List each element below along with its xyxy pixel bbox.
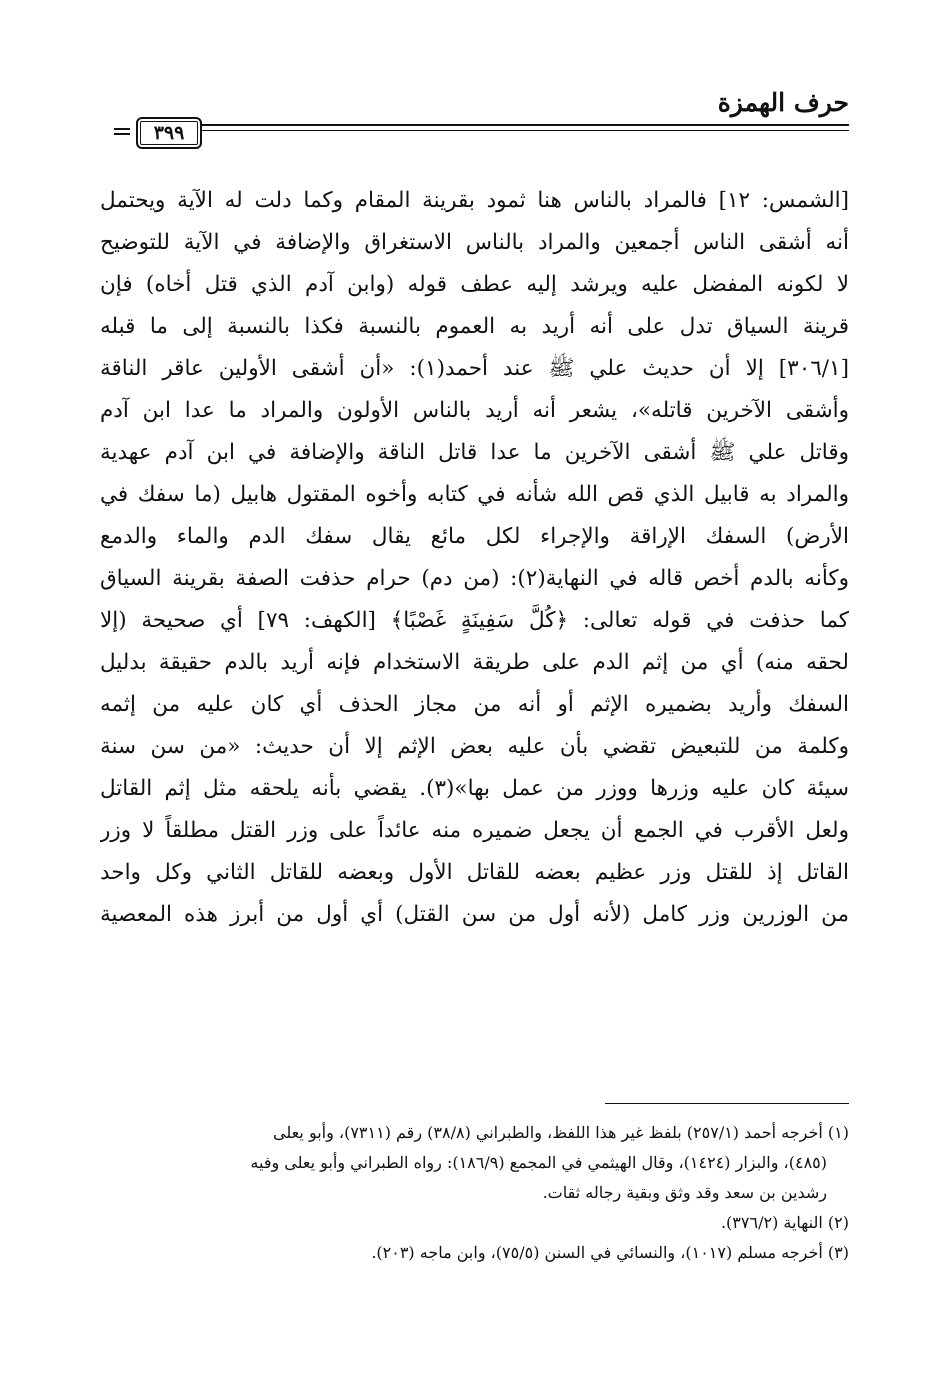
footnote-separator: [605, 1103, 849, 1104]
body-line: وكأنه بالدم أخص قاله في النهاية(٢): (من دم) حرام حذفت الصفة بقرينة السياق: [100, 566, 849, 591]
body-line: القاتل إذ للقتل وزر عظيم بعضه للقاتل الأول وبعضه للقاتل الثاني وكل واحد: [100, 860, 849, 885]
body-line: لا لكونه المفضل عليه ويرشد إليه عطف قوله (وابن آدم الذي قتل أخاه) فإن: [100, 272, 849, 297]
footnotes: [100, 1118, 849, 1268]
body-line: من الوزرين وزر كامل (لأنه أول من سن القتل) أي أول من أبرز هذه المعصية: [100, 902, 849, 927]
header-ornament: [114, 128, 130, 135]
chapter-title: حرف الهمزة: [717, 88, 849, 117]
body-line: وكلمة من للتبعيض تقضي بأن عليه بعض الإثم إلا أن حديث: «من سن سنة: [100, 734, 849, 759]
body-line: كما حذفت في قوله تعالى: ﴿كُلَّ سَفِينَةٍ غَصْبًا﴾ [الكهف: ٧٩] أي صحيحة (إلا: [100, 608, 849, 633]
footnote-1-continuation: (٤٨٥)، والبزار (١٤٢٤)، وقال الهيثمي في المجمع (١٨٦/٩): رواه الطبراني وأبو يعلى وفيه: [250, 1153, 827, 1172]
body-line: ولعل الأقرب في الجمع أن يجعل ضميره منه عائداً على وزر القتل مطلقاً لا وزر: [100, 818, 849, 843]
footnote-2: (٢) النهاية (٣٧٦/٢).: [720, 1213, 849, 1232]
body-line: والمراد به قابيل الذي قص الله شأنه في كتابه وأخوه المقتول هابيل (ما سفك في: [100, 482, 849, 507]
footnote-1: (١) أخرجه أحمد (٢٥٧/١) بلفظ غير هذا اللفظ، والطبراني (٣٨/٨) رقم (٧٣١١)، وأبو يعلى: [273, 1123, 849, 1142]
body-line: وقاتل علي ﷺ أشقى الآخرين ما عدا قاتل الناقة والإضافة في ابن آدم عهدية: [100, 440, 849, 465]
page-number: ٣٩٩: [136, 117, 202, 149]
footnote-1-continuation: رشدين بن سعد وقد وثق وبقية رجاله ثقات.: [542, 1183, 827, 1202]
body-line: [٣٠٦/١] إلا أن حديث علي ﷺ عند أحمد(١): «أن أشقى الأولين عاقر الناقة: [100, 356, 849, 381]
body-line: أنه أشقى الناس أجمعين والمراد بالناس الاستغراق والإضافة في الآية للتوضيح: [100, 230, 849, 255]
body-line: سيئة كان عليه وزرها ووزر من عمل بها»(٣). يقضي بأنه يلحقه مثل إثم القاتل: [100, 776, 849, 801]
body-line: [الشمس: ١٢] فالمراد بالناس هنا ثمود بقرينة المقام وكما دلت له الآية ويحتمل: [100, 188, 849, 213]
footnote-3: (٣) أخرجه مسلم (١٠١٧)، والنسائي في السنن (٧٥/٥)، وابن ماجه (٢٠٣).: [371, 1243, 849, 1262]
body-line: وأشقى الآخرين قاتله»، يشعر أنه أريد بالناس الأولون والمراد ما عدا ابن آدم: [100, 398, 849, 423]
body-line: قرينة السياق تدل على أنه أريد به العموم بالنسبة فكذا بالنسبة إلى ما قبله: [100, 314, 849, 339]
body-line: لحقه منه) أي من إثم الدم على طريقة الاستخدام فإنه أريد بالدم حقيقة بدليل: [100, 650, 849, 675]
body-text: [100, 180, 849, 936]
header-rule: [200, 124, 849, 131]
body-line: الأرض) السفك الإراقة والإجراء لكل مائع يقال سفك الدم والماء والدمع: [100, 524, 849, 549]
body-line: السفك وأريد بضميره الإثم أو أنه من مجاز الحذف أي كان عليه من إثمه: [100, 692, 849, 717]
